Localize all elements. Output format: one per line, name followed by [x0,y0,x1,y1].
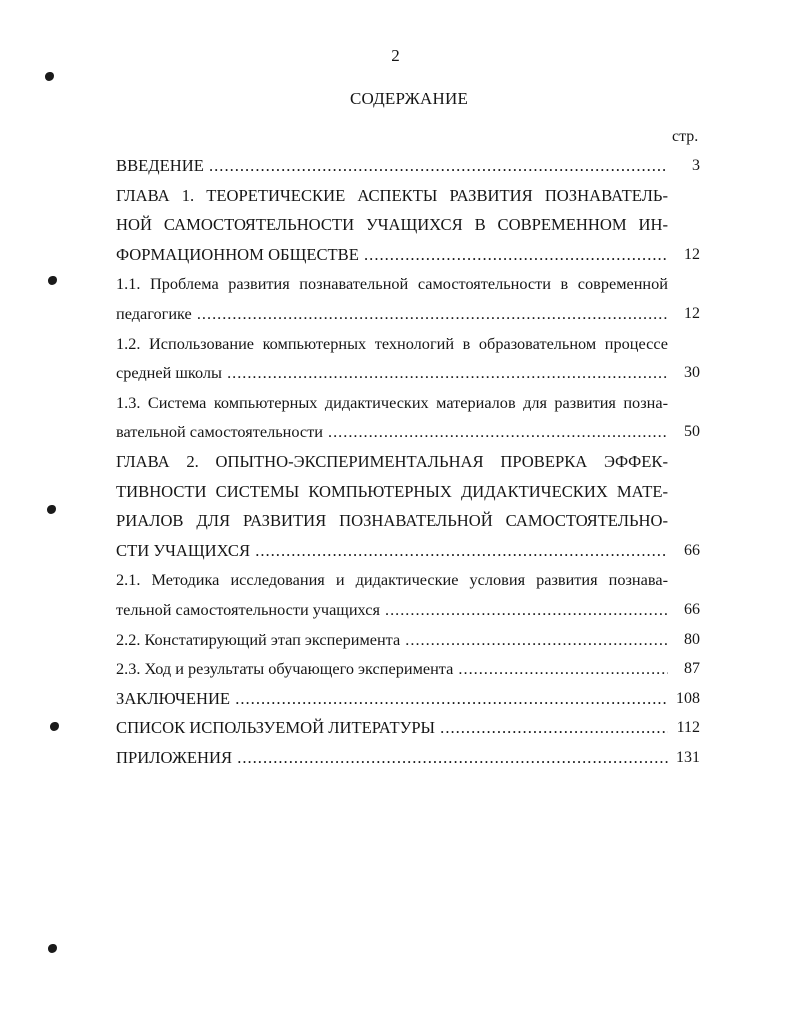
page-title: СОДЕРЖАНИЕ [349,89,469,108]
toc-entry-ch2-line-1 [116,447,702,477]
toc-entry-page: 80 [684,630,700,648]
toc-entry-s1-1-line-2 [116,299,702,329]
toc-entry-s1-3-line-2 [116,417,702,447]
toc-entry-s1-1-line-1 [116,269,702,299]
toc-entry-s1-2-line-1 [116,329,702,359]
toc-entry-text: СТИ УЧАЩИХСЯ ..... [116,536,668,566]
toc-entry-s1-3-line-1 [116,388,702,418]
toc-entry-ch2-line-4 [116,536,702,566]
toc-entry-text: СПИСОК ИСПОЛЬЗУЕМОЙ ЛИТЕРАТУРЫ ..... [116,713,668,743]
toc-entry-ch2-line-3 [116,506,702,536]
toc-entry-references [116,713,702,743]
toc-entry-text: вательной самостоятельности ..... [116,417,668,447]
scan-speck [45,72,54,81]
toc-entry-text: ВВЕДЕНИЕ ..... [116,151,668,181]
toc-entry-conclusion [116,684,702,714]
table-of-contents [116,151,702,772]
toc-entry-page: 131 [676,748,700,766]
toc-entry-text: ПРИЛОЖЕНИЯ ..... [116,743,668,773]
scan-speck [48,944,57,953]
toc-entry-page: 30 [684,364,700,382]
toc-entry-ch1-line-3 [116,240,702,270]
toc-entry-text: средней школы ..... [116,358,668,388]
toc-entry-text: педагогике ..... [116,299,668,329]
toc-entry-text: тельной самостоятельности учащихся ..... [116,595,668,625]
toc-entry-s2-1-line-1 [116,565,702,595]
toc-entry-page: 12 [684,304,700,322]
toc-entry-page: 3 [692,157,700,174]
toc-entry-text: ГЛАВА 2. ОПЫТНО-ЭКСПЕРИМЕНТАЛЬНАЯ ПРОВЕРКА ЭФФЕК- [116,451,668,471]
scan-speck [50,722,59,731]
toc-entry-page: 66 [684,600,700,618]
toc-entry-page: 50 [684,423,700,441]
toc-entry-s2-3 [116,654,702,684]
toc-entry-text: 1.1. Проблема развития познавательной самостоятельности в современной [116,274,668,294]
toc-entry-text: РИАЛОВ ДЛЯ РАЗВИТИЯ ПОЗНАВАТЕЛЬНОЙ САМОСТОЯТЕЛЬНО- [116,511,668,531]
toc-entry-text: 1.2. Использование компьютерных технологий в образовательном процессе [116,333,668,353]
toc-entry-s1-2-line-2 [116,358,702,388]
toc-entry-text: НОЙ САМОСТОЯТЕЛЬНОСТИ УЧАЩИХСЯ В СОВРЕМЕННОМ ИН- [116,215,668,235]
toc-entry-page: 87 [684,660,700,678]
toc-entry-page: 108 [676,689,700,707]
toc-entry-ch2-line-2 [116,477,702,507]
toc-entry-page: 12 [684,245,700,263]
toc-entry-appendices [116,743,702,773]
toc-entry-text: 1.3. Система компьютерных дидактических материалов для развития позна- [116,392,668,412]
toc-entry-text: 2.2. Констатирующий этап эксперимента ..... [116,625,668,655]
toc-entry-ch1-line-1 [116,181,702,211]
toc-entry-page: 66 [684,541,700,559]
page-column-label: стр. [672,128,699,145]
scan-speck [47,505,56,514]
page-number: 2 [391,46,400,65]
toc-entry-text: ЗАКЛЮЧЕНИЕ ..... [116,684,668,714]
toc-entry-text: 2.1. Методика исследования и дидактические условия развития познава- [116,570,668,590]
toc-entry-ch1-line-2 [116,210,702,240]
toc-entry-page: 112 [676,719,700,737]
toc-entry-text: ФОРМАЦИОННОМ ОБЩЕСТВЕ ..... [116,240,668,270]
toc-entry-intro [116,151,702,181]
toc-entry-text: 2.3. Ход и результаты обучающего эксперимента ..... [116,654,668,684]
toc-entry-text: ГЛАВА 1. ТЕОРЕТИЧЕСКИЕ АСПЕКТЫ РАЗВИТИЯ ПОЗНАВАТЕЛЬ- [116,185,668,205]
toc-entry-s2-2 [116,625,702,655]
toc-entry-s2-1-line-2 [116,595,702,625]
toc-entry-text: ТИВНОСТИ СИСТЕМЫ КОМПЬЮТЕРНЫХ ДИДАКТИЧЕСКИХ МАТЕ- [116,481,668,501]
scan-speck [48,276,57,285]
